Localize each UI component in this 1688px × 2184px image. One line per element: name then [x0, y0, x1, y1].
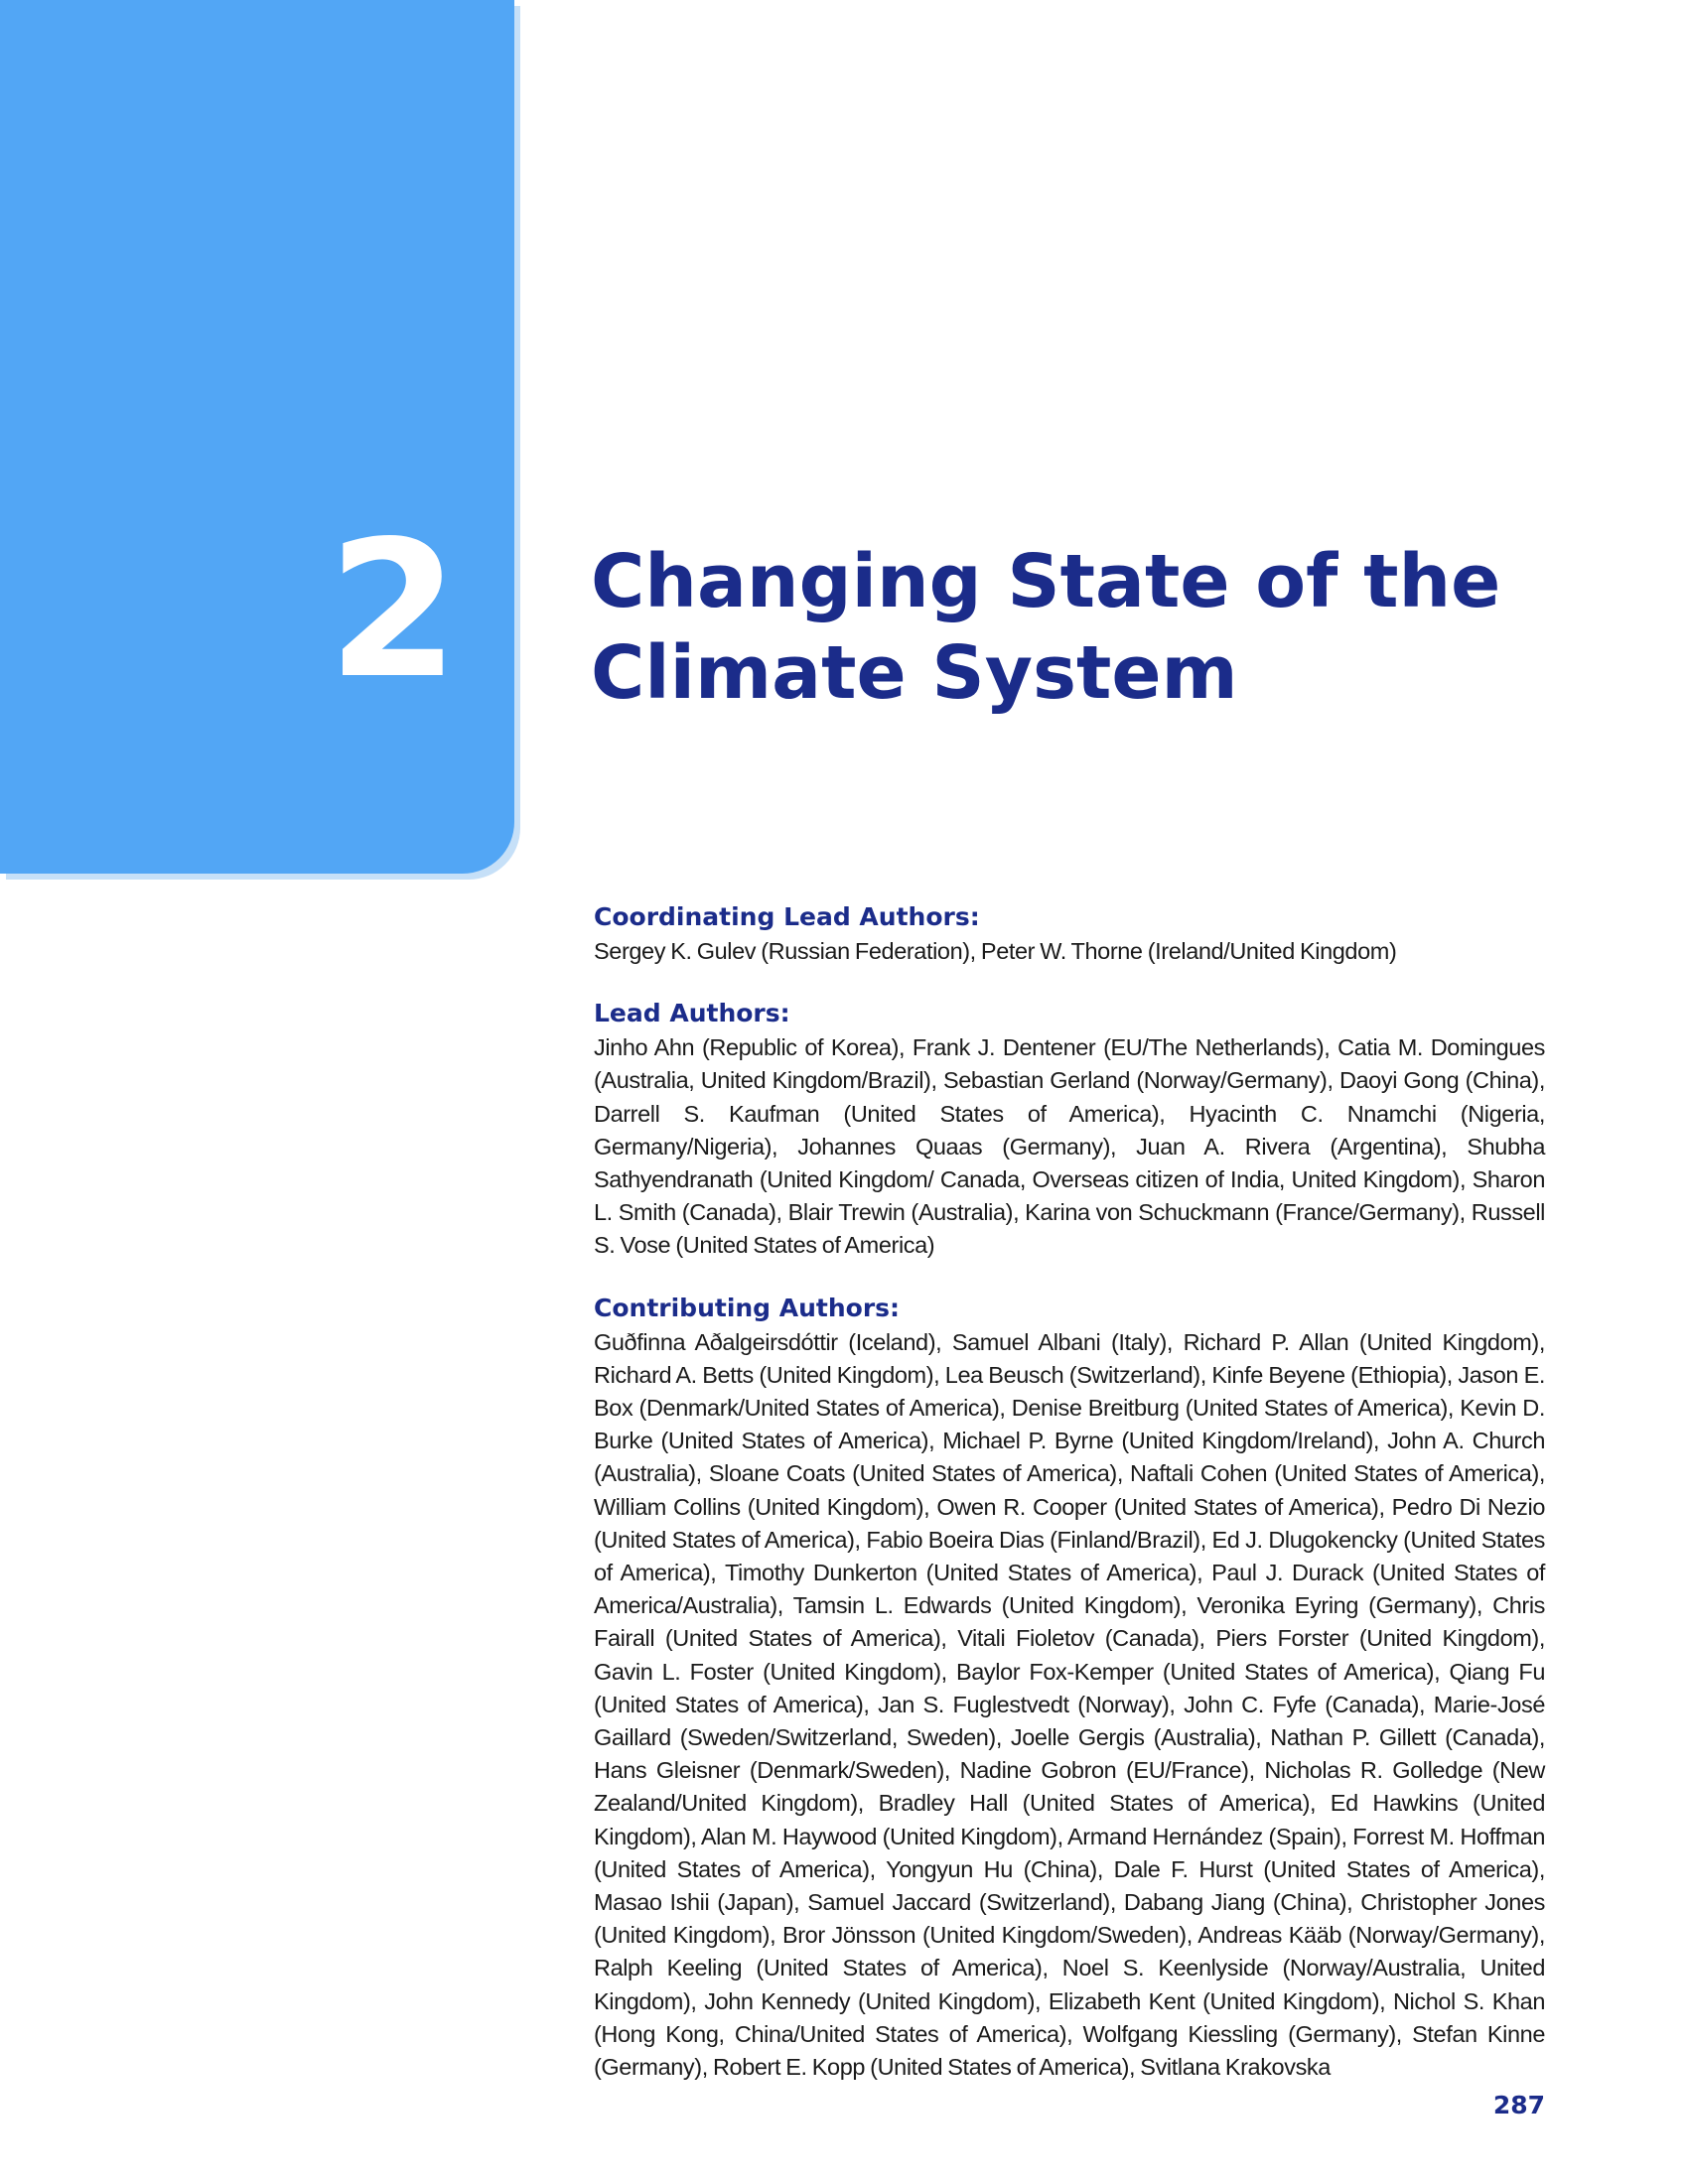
- chapter-title-line-2: Climate System: [591, 630, 1238, 716]
- author-list: [594, 901, 1545, 2114]
- coordinating-lead-authors-heading: Coordinating Lead Authors:: [594, 902, 980, 931]
- chapter-color-block: [0, 0, 514, 874]
- contributing-authors-text: Guðfinna Aðalgeirsdóttir (Iceland), Samuel Albani (Italy), Richard P. Allan (United Kingdom), Richard A. Betts (United Kingdom), Lea Beusch (Switzerland), Kinfe Beyene (Ethiopia), Jason E. Box (Denmark/United States of America), Denise Breitburg (United States of America), Kevin D. Burke (United States of America), Michael P. Byrne (United Kingdom/Ireland), John A. Church (Australia), Sloane Coats (United States of America), Naftali Cohen (United States of America), William Collins (United Kingdom), Owen R. Cooper (United States of America), Pedro Di Nezio (United States of America), Fabio Boeira Dias (Finland/Brazil), Ed J. Dlugokencky (United States of America), Timothy Dunkerton (United States of America), Paul J. Durack (United States of America/Australia), Tamsin L. Edwards (United Kingdom), Veronika Eyring (Germany), Chris Fairall (United States of America), Vitali Fioletov (Canada), Piers Forster (United Kingdom), Gavin L. Foster (United Kingdom), Baylor Fox-Kemper (United States of America), Qiang Fu (United States of America), Jan S. Fuglestvedt (Norway), John C. Fyfe (Canada), Marie-José Gaillard (Sweden/Switzerland, Sweden), Joelle Gergis (Australia), Nathan P. Gillett (Canada), Hans Gleisner (Denmark/Sweden), Nadine Gobron (EU/France), Nicholas R. Golledge (New Zealand/United Kingdom), Bradley Hall (United States of America), Ed Hawkins (United Kingdom), Alan M. Haywood (United Kingdom), Armand Hernández (Spain), Forrest M. Hoffman (United States of America), Yongyun Hu (China), Dale F. Hurst (United States of America), Masao Ishii (Japan), Samuel Jaccard (Switzerland), Dabang Jiang (China), Christopher Jones (United Kingdom), Bror Jönsson (United Kingdom/Sweden), Andreas Kääb (Norway/Germany), Ralph Keeling (United States of America), Noel S. Keenlyside (Norway/Australia, United Kingdom), John Kennedy (United Kingdom), Elizabeth Kent (United Kingdom), Nichol S. Khan (Hong Kong, China/United States of America), Wolfgang Kiessling (Germany), Stefan Kinne (Germany), Robert E. Kopp (United States of America), Svitlana Krakovska: [594, 1328, 1545, 2081]
- coordinating-lead-authors-text: Sergey K. Gulev (Russian Federation), Peter W. Thorne (Ireland/United Kingdom): [594, 938, 1397, 964]
- lead-authors-text: Jinho Ahn (Republic of Korea), Frank J. Dentener (EU/The Netherlands), Catia M. Domingues (Australia, United Kingdom/Brazil), Sebastian Gerland (Norway/Germany), Daoyi Gong (China), Darrell S. Kaufman (United States of America), Hyacinth C. Nnamchi (Nigeria, Germany/Nigeria), Johannes Quaas (Germany), Juan A. Rivera (Argentina), Shubha Sathyendranath (United Kingdom/ Canada, Overseas citizen of India, United Kingdom), Sharon L. Smith (Canada), Blair Trewin (Australia), Karina von Schuckmann (France/Germany), Russell S. Vose (United States of America): [594, 1034, 1545, 1259]
- lead-authors-heading: Lead Authors:: [594, 999, 790, 1028]
- chapter-title-line-1: Changing State of the: [591, 539, 1501, 624]
- contributing-authors-heading: Contributing Authors:: [594, 1293, 901, 1322]
- page-number: 287: [1492, 2091, 1545, 2119]
- chapter-title: [591, 536, 1584, 719]
- coordinating-lead-authors-section: [594, 901, 1545, 968]
- contributing-authors-section: [594, 1293, 1545, 2085]
- lead-authors-section: [594, 998, 1545, 1262]
- chapter-number: 2: [328, 500, 460, 720]
